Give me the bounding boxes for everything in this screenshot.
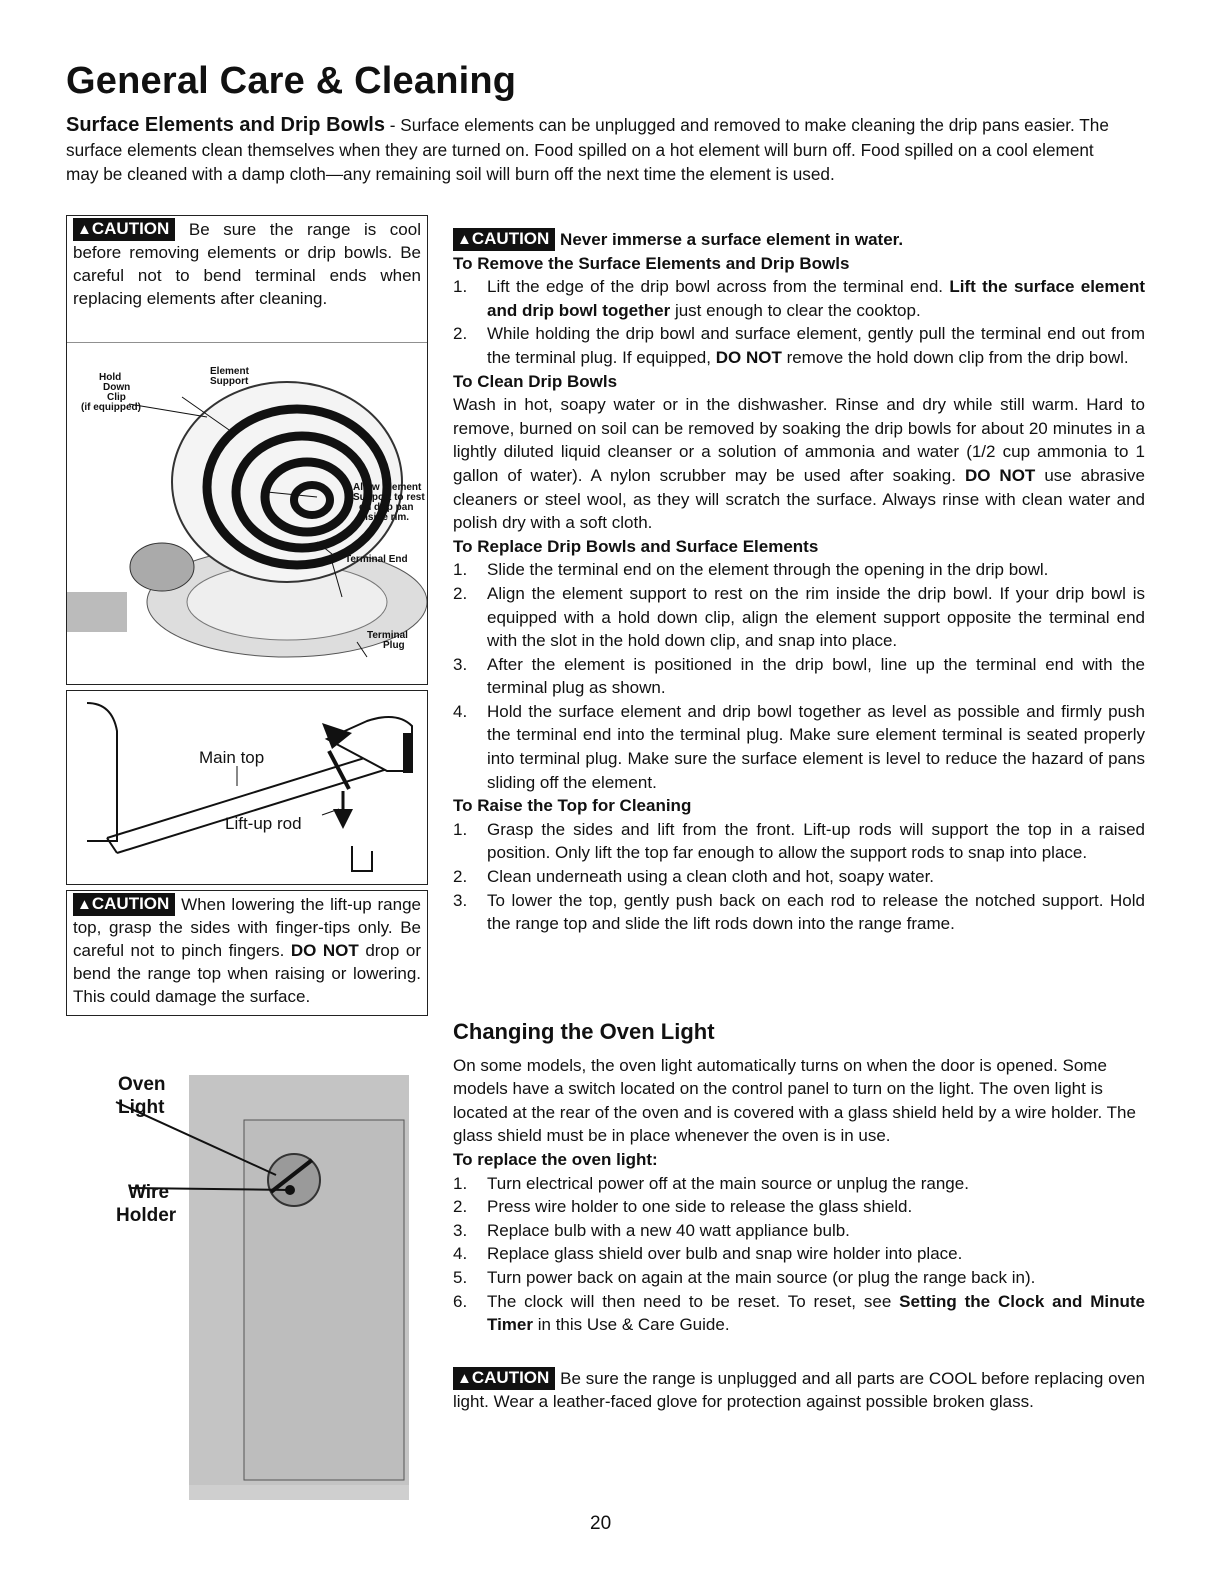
wire-holder-label-2: Holder bbox=[116, 1205, 177, 1226]
oven-light-steps bbox=[453, 1172, 1145, 1337]
main-top-label: Main top bbox=[199, 748, 265, 767]
clean-paragraph: Wash in hot, soapy water or in the dishwasher. Rinse and dry while still warm. Hard to remove, burned on soil can be removed by soaking the drip bowls for about 20 minutes in a lightly diluted liquid cleanser or a solution of ammonia and water (1/2 cup ammonia to 1 gallon of water). A nylon scrubber may be used after soaking. DO NOT use abrasive cleaners or steel wool, as they will scratch the surface. Always rinse with clean water and polish dry with a soft cloth. bbox=[453, 395, 1145, 533]
remove-steps bbox=[453, 275, 1145, 369]
right-column-cleaning bbox=[453, 228, 1145, 936]
warning-icon: ▲ bbox=[77, 896, 92, 913]
list-item: 5. Turn power back on again at the main source (or plug the range back in). bbox=[453, 1267, 1036, 1287]
list-item: 2. Press wire holder to one side to release the glass shield. bbox=[453, 1197, 913, 1217]
caution-left-2-bold: DO NOT bbox=[290, 941, 359, 960]
warning-icon: ▲ bbox=[457, 1369, 472, 1387]
oven-light-label-1: Oven bbox=[118, 1074, 166, 1095]
caution-badge: ▲CAUTION bbox=[453, 228, 555, 251]
list-item: 3. To lower the top, gently push back on each rod to release the notched support. Hold the range top and slide the lift rods down into the range frame. bbox=[453, 890, 1145, 934]
element-support-label-1: Element bbox=[210, 366, 249, 377]
list-item: 1. Slide the terminal end on the element through the opening in the drip bowl. bbox=[453, 560, 1049, 580]
page-number: 20 bbox=[590, 1513, 612, 1534]
caution-text-1 bbox=[67, 216, 427, 312]
oven-light-label-2: Light bbox=[118, 1097, 165, 1118]
list-item: 1. Lift the edge of the drip bowl across from the terminal end. Lift the surface element and drip bowl together just enough to clear the cooktop. bbox=[453, 277, 1145, 320]
element-support-label-2: Support bbox=[210, 376, 249, 387]
oven-light-heading: Changing the Oven Light bbox=[453, 1019, 715, 1044]
caution-badge: ▲CAUTION bbox=[453, 1367, 555, 1390]
replace-heading: To Replace Drip Bowls and Surface Elements bbox=[453, 536, 819, 556]
list-item: 2. While holding the drip bowl and surface element, gently pull the terminal end out from the terminal plug. If equipped, DO NOT remove the hold down clip from the drip bowl. bbox=[453, 324, 1145, 367]
list-item: 3. After the element is positioned in the drip bowl, line up the terminal end with the terminal plug as shown. bbox=[453, 654, 1145, 698]
clean-heading: To Clean Drip Bowls bbox=[453, 371, 618, 391]
remove-heading: To Remove the Surface Elements and Drip Bowls bbox=[453, 253, 850, 273]
allow-element-label-4: inside rim. bbox=[359, 512, 410, 523]
list-item: 2. Clean underneath using a clean cloth and hot, soapy water. bbox=[453, 867, 935, 887]
caution-oven-light-text: Be sure the range is unplugged and all parts are COOL before replacing oven light. Wear a leather-faced glove for protection against possible broken glass. bbox=[453, 1368, 1145, 1412]
terminal-end-label: Terminal End bbox=[345, 554, 408, 565]
warning-icon: ▲ bbox=[77, 221, 92, 238]
intro-text: - Surface elements can be unplugged and removed to make cleaning the drip pans easier. The surface elements clean themselves when they are turned on. Food spilled on a hot element will burn off. Food spilled on a cool element may be cleaned with a damp cloth—any remaining soil will burn off the next time the element is used. bbox=[66, 115, 1109, 184]
caution-badge: ▲CAUTION bbox=[73, 218, 175, 241]
terminal-plug-label-2: Plug bbox=[383, 640, 405, 651]
caution-immerse bbox=[453, 228, 1145, 252]
caution-immerse-text: Never immerse a surface element in water. bbox=[560, 230, 904, 249]
list-item: 3. Replace bulb with a new 40 watt appliance bulb. bbox=[453, 1220, 850, 1240]
lift-up-top-figure bbox=[66, 690, 428, 885]
caution-box-elements bbox=[66, 215, 428, 685]
oven-light-illustration bbox=[66, 1060, 428, 1500]
caution-left-2-text2: drop or bend the range top when raising or lowering. This could damage the surface. bbox=[73, 941, 421, 1006]
oven-light-paragraph: On some models, the oven light automatically turns on when the door is opened. Some models have a switch located on the control panel to turn on the light. The oven light is located at the rear of the oven and is covered with a glass shield held by a wire holder. The glass shield must be in place whenever the oven is in use. bbox=[453, 1055, 1136, 1146]
raise-heading: To Raise the Top for Cleaning bbox=[453, 796, 692, 816]
allow-element-label-2: Support to rest bbox=[353, 492, 425, 503]
replace-steps bbox=[453, 558, 1145, 794]
list-item: 4. Hold the surface element and drip bowl together as level as possible and firmly push the terminal end into the terminal plug. Make sure element terminal is seated properly into terminal plug. Make sure the surface element is level to reduce the hazard of pans sliding off the element. bbox=[453, 701, 1145, 792]
raise-steps bbox=[453, 818, 1145, 936]
element-drip-bowl-illustration bbox=[67, 342, 427, 682]
hold-down-clip-label-4: (if equipped) bbox=[81, 402, 141, 413]
lift-up-top-illustration bbox=[67, 691, 427, 884]
oven-light-subheading: To replace the oven light: bbox=[453, 1149, 658, 1169]
page-title: General Care & Cleaning bbox=[66, 60, 517, 102]
lift-up-rod-label: Lift-up rod bbox=[225, 814, 302, 833]
list-item: 4. Replace glass shield over bulb and snap wire holder into place. bbox=[453, 1244, 963, 1264]
allow-element-label-1: Allow Element bbox=[353, 482, 422, 493]
hold-down-clip-label-2: Down bbox=[103, 382, 131, 393]
list-item: 1. Turn electrical power off at the main source or unplug the range. bbox=[453, 1173, 969, 1193]
caution-badge: ▲CAUTION bbox=[73, 893, 175, 916]
hold-down-clip-label-1: Hold bbox=[99, 372, 122, 383]
list-item: 6. The clock will then need to be reset. To reset, see Setting the Clock and Minute Timer in this Use & Care Guide. bbox=[453, 1291, 1145, 1335]
list-item: 1. Grasp the sides and lift from the front. Lift-up rods will support the top in a raised position. Only lift the top far enough to allow the support rods to snap into place. bbox=[453, 819, 1145, 863]
caution-left-1-text: Be sure the range is cool before removing elements or drip bowls. Be careful not to bend terminal ends when replacing elements after cleaning. bbox=[73, 220, 421, 308]
caution-left-2-text: When lowering the lift-up range top, grasp the sides with finger-tips only. Be careful not to pinch fingers. bbox=[73, 895, 421, 960]
wire-holder-label-1: Wire bbox=[128, 1182, 170, 1203]
caution-oven-light bbox=[453, 1367, 1145, 1414]
allow-element-label-3: on drip pan bbox=[359, 502, 414, 513]
list-item: 2. Align the element support to rest on the rim inside the drip bowl. If your drip bowl is equipped with a hold down clip, align the element support opposite the terminal end with the slot in the hold down clip, and snap into place. bbox=[453, 583, 1145, 651]
terminal-plug-label-1: Terminal bbox=[367, 630, 408, 641]
right-column-oven-light bbox=[453, 1020, 1145, 1414]
caution-text-2 bbox=[67, 891, 427, 1010]
caution-box-lift-up bbox=[66, 890, 428, 1016]
intro-lead: Surface Elements and Drip Bowls bbox=[66, 114, 385, 136]
intro-paragraph bbox=[66, 113, 1126, 187]
warning-icon: ▲ bbox=[457, 231, 472, 248]
hold-down-clip-label-3: Clip bbox=[107, 392, 126, 403]
